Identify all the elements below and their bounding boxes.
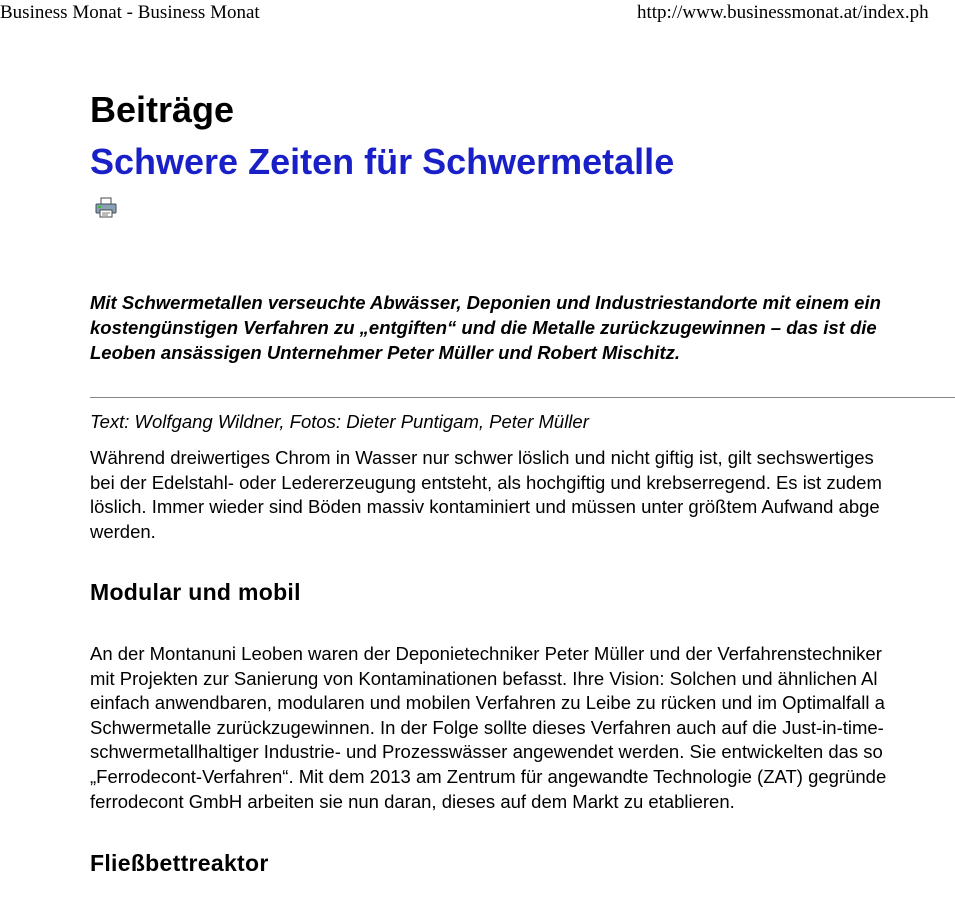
- section-title: Beiträge: [90, 89, 235, 130]
- lead-line: Mit Schwermetallen verseuchte Abwässer, Deponien und Industriestandorte mit einem ein: [90, 292, 881, 313]
- lead-line: Leoben ansässigen Unternehmer Peter Müller und Robert Mischitz.: [90, 342, 681, 363]
- divider: [90, 397, 955, 398]
- paragraph-line: An der Montanuni Leoben waren der Deponietechniker Peter Müller und der Verfahrenstechniker: [90, 643, 882, 664]
- print-header: [0, 0, 955, 26]
- article-lead: [90, 290, 881, 365]
- paragraph-line: bei der Edelstahl- oder Ledererzeugung entsteht, als hochgiftig und krebserregend. Es ist zudem: [90, 471, 882, 493]
- section-paragraph: [90, 642, 886, 814]
- paragraph-line: löslich. Immer wieder sind Böden massiv kontaminiert und müssen unter größtem Aufwand abge: [90, 496, 880, 518]
- print-header-page-title: Business Monat - Business Monat: [0, 2, 260, 23]
- paragraph-line: ferrodecont GmbH arbeiten sie nun daran, dieses auf dem Markt zu etablieren.: [90, 790, 735, 812]
- subheading-fliessbett: Fließbettreaktor: [90, 850, 269, 876]
- paragraph-line: mit Projekten zur Sanierung von Kontaminationen befasst. Ihre Vision: Solchen und ähnlichen Al: [90, 667, 878, 689]
- subheading-modular: Modular und mobil: [90, 579, 301, 605]
- paragraph-line: Während dreiwertiges Chrom in Wasser nur schwer löslich und nicht giftig ist, gilt sechswertiges: [90, 447, 874, 468]
- paragraph-line: schwermetallhaltiger Industrie- und Prozesswässer angewendet werden. Sie entwickelten das so: [90, 741, 883, 763]
- article-title-link[interactable]: Schwere Zeiten für Schwermetalle: [90, 141, 675, 182]
- print-header-url: http://www.businessmonat.at/index.ph: [637, 2, 929, 23]
- printer-icon[interactable]: [94, 197, 118, 219]
- paragraph-line: Schwermetalle zurückzugewinnen. In der Folge sollte dieses Verfahren auch auf die Just-in-time-: [90, 716, 884, 738]
- lead-line: kostengünstigen Verfahren zu „entgiften“ und die Metalle zurückzugewinnen – das ist die: [90, 317, 877, 338]
- intro-paragraph: [90, 446, 882, 544]
- article-credits: Text: Wolfgang Wildner, Fotos: Dieter Puntigam, Peter Müller: [90, 411, 589, 432]
- paragraph-line: einfach anwendbaren, modularen und mobilen Verfahren zu Leibe zu rücken und im Optimalfall a: [90, 692, 885, 714]
- paragraph-line: „Ferrodecont-Verfahren“. Mit dem 2013 am Zentrum für angewandte Technologie (ZAT) gegründe: [90, 765, 887, 787]
- paragraph-line: werden.: [90, 520, 156, 542]
